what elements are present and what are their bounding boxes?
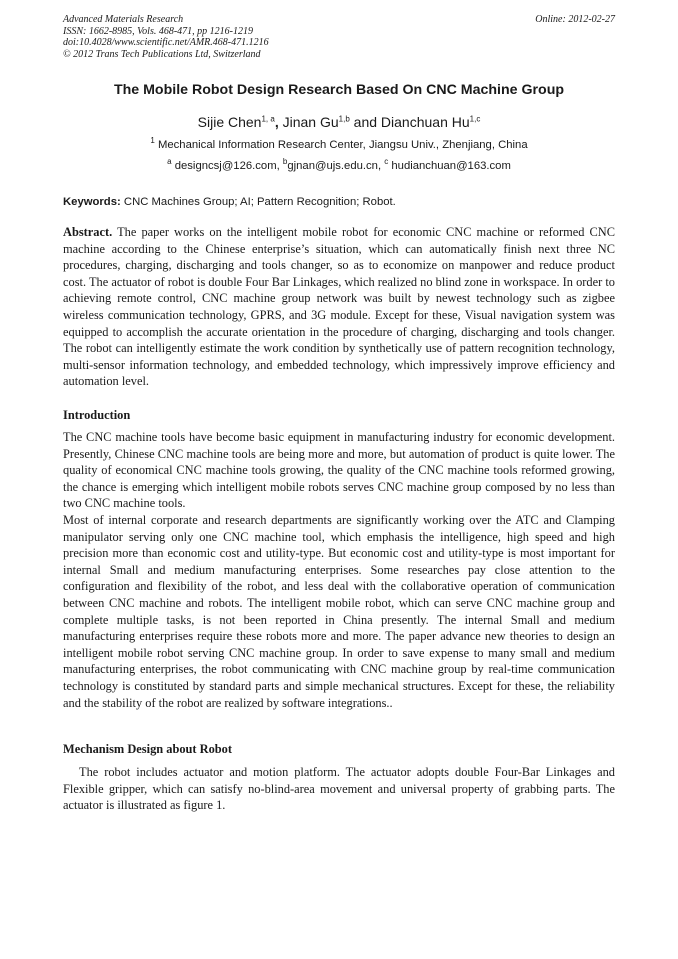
author-separator: and	[349, 114, 381, 130]
email-text: hudianchuan@163.com	[391, 160, 511, 172]
paper-title: The Mobile Robot Design Research Based On CNC Machine Group	[113, 82, 565, 98]
author-superscript: 1,b	[338, 114, 350, 124]
author-superscript: 1,c	[469, 114, 481, 124]
keywords-text: CNC Machines Group; AI; Pattern Recognition; Robot.	[123, 196, 396, 208]
author-superscript: 1, a	[261, 114, 275, 124]
author-separator: ,	[274, 114, 283, 130]
mechanism-paragraph: The robot includes actuator and motion platform. The actuator adopts double Four-Bar Linkages and Flexible gripper, which can satisfy no-blind-area movement and universal property of grabbing parts. The actuator is illustrated as figure 1.	[63, 765, 615, 813]
email-superscript: c	[384, 157, 389, 167]
introduction-paragraph: Most of internal corporate and research departments are significantly working over the ATC and Clamping manipulator serving only one CNC machine tool, which emphasis the intelligence, high speed and high precision more than economic cost and utility-type. But economic cost and utility-type is most important for internal Small and medium manufacturing enterprises. Some researches pay close attention to the configuration and flexibility of the robot, and less deal with the collaborative operation of communication between CNC machine and robots. The intelligent mobile robot, which can serve CNC machine group and complete multiple tasks, is not been reported in China presently. The internal Small and medium manufacturing enterprises require these robots more and more. The paper advance new theories to design an intelligent mobile robot serving CNC machine group. In order to save expense to many small and medium manufacturing enterprises, the robot communicating with CNC machine group by real-time communication technology is constituted by standard parts and simple mechanical structures. Except for these, the reliability and the stability of the robot are realized by software integrations..	[63, 513, 615, 710]
email-text: designcsj@126.com,	[174, 160, 283, 172]
copyright-line: © 2012 Trans Tech Publications Ltd, Switzerland	[63, 48, 261, 60]
author-list	[0, 114, 678, 130]
email-superscript: b	[282, 157, 288, 167]
introduction-heading: Introduction	[63, 408, 131, 422]
journal-name: Advanced Materials Research	[63, 14, 184, 25]
abstract-text: The paper works on the intelligent mobile robot for economic CNC machine or reformed CNC machine according to the Chinese enterprise’s situation, which can automatically finish next three NC procedures, charging, discharging and tools changer, so as to economize on manpower and reduce product cost. The actuator of robot is double Four Bar Linkages, which realized no blind zone in workspace. In order to achieving remote control, CNC machine group network was built by newest technology such as zigbee wireless communication technology, GPRS, and 3G module. Except for these, Visual navigation system was equipped to accomplish the accurate orientation in the procedure of charging, discharging and tools changer. The robot can intelligently estimate the work condition by synthetically use of pattern recognition technology, multi-sensor information technology, and embedded technology, which impressively improve efficiency and automation level.	[63, 225, 615, 389]
author-name: Jinan Gu	[282, 114, 339, 130]
affiliation-text: Mechanical Information Research Center, Jiangsu Univ., Zhenjiang, China	[157, 139, 528, 151]
keywords	[63, 196, 615, 208]
mechanism-heading: Mechanism Design about Robot	[63, 742, 233, 756]
journal-header	[63, 14, 615, 60]
affiliation	[0, 136, 678, 151]
author-name: Dianchuan Hu	[380, 114, 470, 130]
issn-line: ISSN: 1662-8985, Vols. 468-471, pp 1216-1219	[63, 25, 253, 37]
doi-line: doi:10.4028/www.scientific.net/AMR.468-471.1216	[63, 37, 269, 49]
keywords-label: Keywords:	[63, 196, 121, 208]
abstract-paragraph	[63, 224, 615, 390]
author-emails	[0, 157, 678, 172]
introduction-paragraph: The CNC machine tools have become basic equipment in manufacturing industry for economic development. Presently, Chinese CNC machine tools are being more and more, but automation of product is quite lower. The quality of economical CNC machine tools growing, the quality of the CNC machine tools reformed growing, the chance is emerging which intelligent mobile robots serves CNC machine group composed by no less than two CNC machine tools.	[63, 430, 615, 511]
email-superscript: a	[167, 157, 172, 167]
email-text: gjnan@ujs.edu.cn,	[287, 160, 385, 172]
author-name: Sijie Chen	[197, 114, 262, 130]
affiliation-superscript: 1	[150, 136, 155, 146]
online-date: Online: 2012-02-27	[535, 14, 615, 25]
abstract-label: Abstract.	[63, 225, 113, 239]
